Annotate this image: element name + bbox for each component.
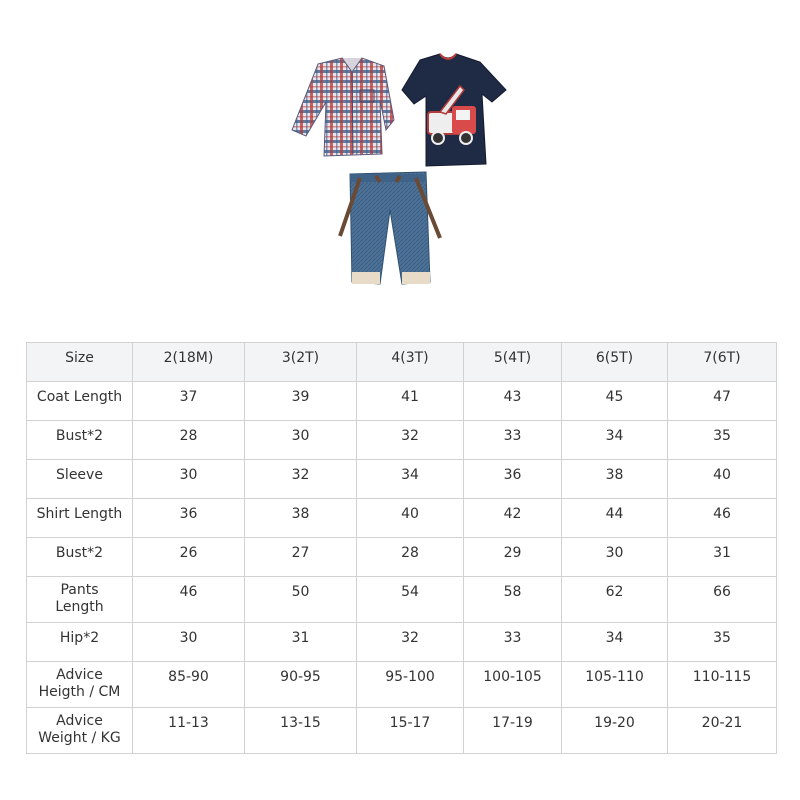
table-cell: 30 [133,623,245,662]
table-cell: 34 [562,421,668,460]
table-cell: 44 [562,499,668,538]
product-image [280,50,520,290]
table-cell: 17-19 [464,708,562,754]
table-row [27,460,777,499]
table-cell: 34 [357,460,464,499]
jeans-with-suspenders [340,172,440,284]
table-row [27,708,777,754]
row-label-line: Advice [56,713,103,729]
header-cell: 4(3T) [357,343,464,382]
table-cell: 54 [357,577,464,623]
table-cell: 27 [245,538,357,577]
table-cell: 29 [464,538,562,577]
table-cell: 13-15 [245,708,357,754]
table-cell: 26 [133,538,245,577]
table-cell: 28 [357,538,464,577]
table-cell: 36 [133,499,245,538]
header-cell: 6(5T) [562,343,668,382]
table-cell: 105-110 [562,662,668,708]
table-cell: 37 [133,382,245,421]
table-cell: 38 [245,499,357,538]
table-cell: 66 [668,577,777,623]
row-label-line: Heigth / CM [38,684,121,700]
plaid-shirt [292,58,394,156]
table-row [27,499,777,538]
table-cell: 58 [464,577,562,623]
table-cell: 40 [668,460,777,499]
table-cell: 85-90 [133,662,245,708]
header-cell: 5(4T) [464,343,562,382]
table-cell: 38 [562,460,668,499]
row-label: Shirt Length [27,499,133,538]
header-cell: 7(6T) [668,343,777,382]
table-cell: 32 [245,460,357,499]
table-cell: 31 [245,623,357,662]
table-row [27,538,777,577]
table-cell: 28 [133,421,245,460]
table-cell: 32 [357,623,464,662]
table-cell: 95-100 [357,662,464,708]
table-cell: 36 [464,460,562,499]
table-cell: 40 [357,499,464,538]
table-cell: 33 [464,421,562,460]
row-label-line: Length [55,599,104,615]
row-label-line: Pants [60,582,99,598]
table-cell: 30 [562,538,668,577]
size-chart-table [26,342,777,754]
table-cell: 90-95 [245,662,357,708]
table-cell: 35 [668,623,777,662]
table-cell: 30 [133,460,245,499]
table-cell: 35 [668,421,777,460]
table-cell: 62 [562,577,668,623]
table-cell: 15-17 [357,708,464,754]
header-cell: 2(18M) [133,343,245,382]
table-cell: 19-20 [562,708,668,754]
table-row [27,662,777,708]
table-cell: 41 [357,382,464,421]
table-cell: 42 [464,499,562,538]
table-cell: 47 [668,382,777,421]
table-cell: 46 [133,577,245,623]
table-cell: 34 [562,623,668,662]
table-cell: 20-21 [668,708,777,754]
table-cell: 11-13 [133,708,245,754]
row-label: Sleeve [27,460,133,499]
table-row [27,382,777,421]
table-row [27,421,777,460]
table-cell: 46 [668,499,777,538]
table-row [27,577,777,623]
table-cell: 39 [245,382,357,421]
row-label-line: Advice [56,667,103,683]
row-label [27,708,133,754]
row-label [27,577,133,623]
row-label: Bust*2 [27,538,133,577]
table-cell: 32 [357,421,464,460]
table-cell: 30 [245,421,357,460]
header-cell: 3(2T) [245,343,357,382]
table-cell: 45 [562,382,668,421]
table-row [27,623,777,662]
row-label: Bust*2 [27,421,133,460]
table-cell: 110-115 [668,662,777,708]
row-label: Hip*2 [27,623,133,662]
row-label-line: Weight / KG [38,730,121,746]
table-cell: 33 [464,623,562,662]
table-cell: 43 [464,382,562,421]
table-cell: 31 [668,538,777,577]
table-cell: 100-105 [464,662,562,708]
navy-truck-tshirt [402,54,506,166]
row-label: Coat Length [27,382,133,421]
table-header-row [27,343,777,382]
table-cell: 50 [245,577,357,623]
row-label [27,662,133,708]
header-cell: Size [27,343,133,382]
